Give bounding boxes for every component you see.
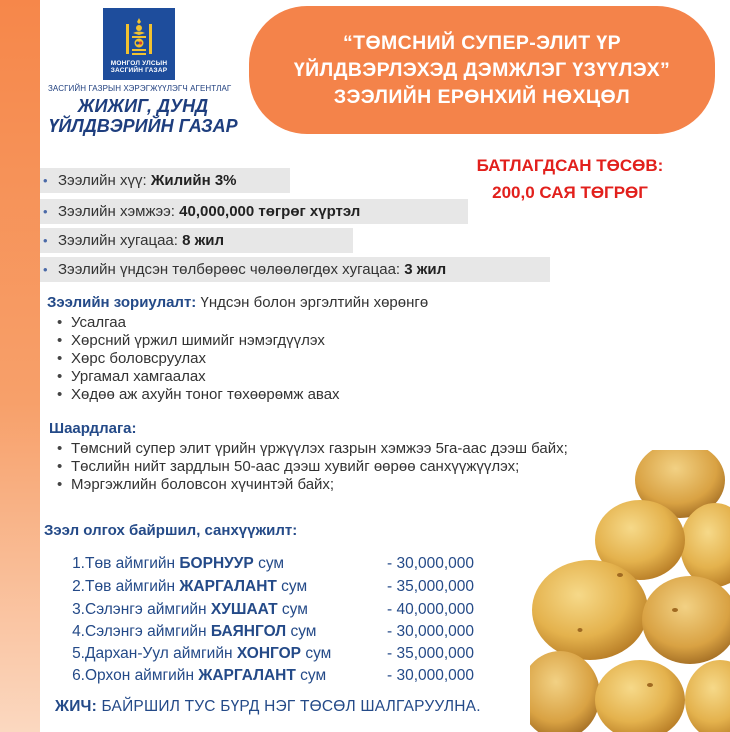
location-suffix: сум [277, 601, 308, 618]
location-number: 4. [72, 623, 85, 640]
term-value: Жилийн 3% [150, 172, 237, 189]
location-amount: - 30,000,000 [387, 667, 475, 684]
agency-name: ЗАСГИЙН ГАЗРЫН ХЭРЭГЖҮҮЛЭГЧ АГЕНТЛАГ [48, 84, 232, 93]
location-amount: - 35,000,000 [387, 645, 475, 662]
title-line-3: ЗЭЭЛИЙН ЕРӨНХИЙ НӨХЦӨЛ [333, 85, 631, 108]
location-sum: ХУШААТ [210, 601, 278, 618]
location-name [85, 599, 308, 621]
term-amount [40, 199, 468, 224]
list-item: • Усалгаа [54, 314, 340, 332]
location-prefix: Сэлэнгэ аймгийн [85, 623, 211, 640]
term-value: 3 жил [404, 261, 447, 278]
location-number: 2. [72, 578, 85, 595]
location-name [85, 553, 284, 575]
note-label: ЖИЧ: [55, 698, 98, 715]
location-prefix: Орхон аймгийн [85, 667, 199, 684]
list-item: • Ургамал хамгаалах [54, 368, 340, 386]
term-value: 40,000,000 төгрөг хүртэл [179, 203, 361, 220]
list-item: • Хөрс боловсруулах [54, 350, 340, 368]
title-line-2: ҮЙЛДВЭРЛЭХЭД ДЭМЖЛЭГ ҮЗҮҮЛЭХ” [293, 58, 671, 81]
department-line-1: ЖИЖИГ, ДУНД [77, 96, 209, 116]
left-accent-stripe [0, 0, 40, 732]
footnote [55, 698, 481, 716]
budget-label: БАТЛАГДСАН ТӨСӨВ: [476, 156, 664, 175]
location-number: 6. [72, 667, 85, 684]
location-sum: БАЯНГОЛ [210, 623, 287, 640]
term-duration [40, 228, 353, 253]
locations-heading: Зээл олгох байршил, санхүүжилт: [44, 522, 298, 539]
location-suffix: сум [253, 555, 285, 572]
location-amount: - 30,000,000 [387, 555, 475, 572]
location-name [85, 576, 307, 598]
department-name [48, 96, 238, 136]
purpose-label: Зээлийн зориулалт: [47, 294, 201, 311]
location-sum: ЖАРГАЛАНТ [198, 667, 296, 684]
location-suffix: сум [286, 623, 317, 640]
requirements-list [54, 440, 568, 494]
government-logo [103, 8, 175, 80]
location-prefix: Дархан-Уул аймгийн [85, 645, 237, 662]
note-text: БАЙРШИЛ ТУС БҮРД НЭГ ТӨСӨЛ ШАЛГАРУУЛНА. [97, 698, 481, 715]
location-prefix: Төв аймгийн [85, 555, 180, 572]
location-prefix: Төв аймгийн [85, 578, 180, 595]
term-value: 8 жил [182, 232, 225, 249]
term-label: Зээлийн хүү: [58, 172, 151, 189]
title-banner [249, 6, 715, 134]
term-label: Зээлийн үндсэн төлбөрөөс чөлөөлөгдөх хугацаа: [58, 261, 405, 278]
term-label: Зээлийн хэмжээ: [58, 203, 180, 220]
requirements-heading: Шаардлага: [49, 420, 137, 437]
title-line-1: “ТӨМСНИЙ СУПЕР-ЭЛИТ ҮР [343, 31, 621, 54]
logo-line-2: ЗАСГИЙН ГАЗАР [110, 67, 168, 74]
location-suffix: сум [276, 578, 308, 595]
purpose-list [54, 314, 340, 404]
location-suffix: сум [301, 645, 332, 662]
soyombo-icon [126, 18, 152, 56]
location-number: 5. [72, 645, 85, 662]
location-name [85, 665, 326, 687]
location-sum: ХОНГОР [236, 645, 302, 662]
list-item: • Хөрсний үржил шимийг нэмэгдүүлэх [54, 332, 340, 350]
approved-budget [455, 152, 685, 206]
purpose-heading [47, 294, 428, 311]
location-amount: - 30,000,000 [387, 623, 475, 640]
location-prefix: Сэлэнгэ аймгийн [85, 601, 211, 618]
list-item: • Төслийн нийт зардлын 50-аас дээш хувийг өөрөө санхүүжүүлэх; [54, 458, 568, 476]
location-amount: - 40,000,000 [387, 601, 475, 618]
location-sum: БОРНУУР [179, 555, 254, 572]
department-line-2: ҮЙЛДВЭРИЙН ГАЗАР [48, 116, 238, 136]
logo-line-1: МОНГОЛ УЛСЫН [110, 60, 168, 67]
location-sum: ЖАРГАЛАНТ [179, 578, 277, 595]
list-item: • Мэргэжлийн боловсон хүчинтэй байх; [54, 476, 568, 494]
location-name [85, 643, 331, 665]
term-grace-period [40, 257, 550, 282]
list-item: • Төмсний супер элит үрийн үржүүлэх газрын хэмжээ 5га-аас дээш байх; [54, 440, 568, 458]
location-number: 3. [72, 601, 85, 618]
location-amount: - 35,000,000 [387, 578, 475, 595]
term-label: Зээлийн хугацаа: [58, 232, 183, 249]
purpose-subheading: Үндсэн болон эргэлтийн хөрөнгө [200, 294, 429, 311]
term-interest [40, 168, 290, 193]
potatoes-image [530, 450, 730, 732]
location-suffix: сум [295, 667, 327, 684]
list-item: • Хөдөө аж ахуйн тоног төхөөрөмж авах [54, 386, 340, 404]
location-number: 1. [72, 555, 85, 572]
location-name [85, 621, 316, 643]
budget-amount: 200,0 САЯ ТӨГРӨГ [492, 183, 648, 202]
